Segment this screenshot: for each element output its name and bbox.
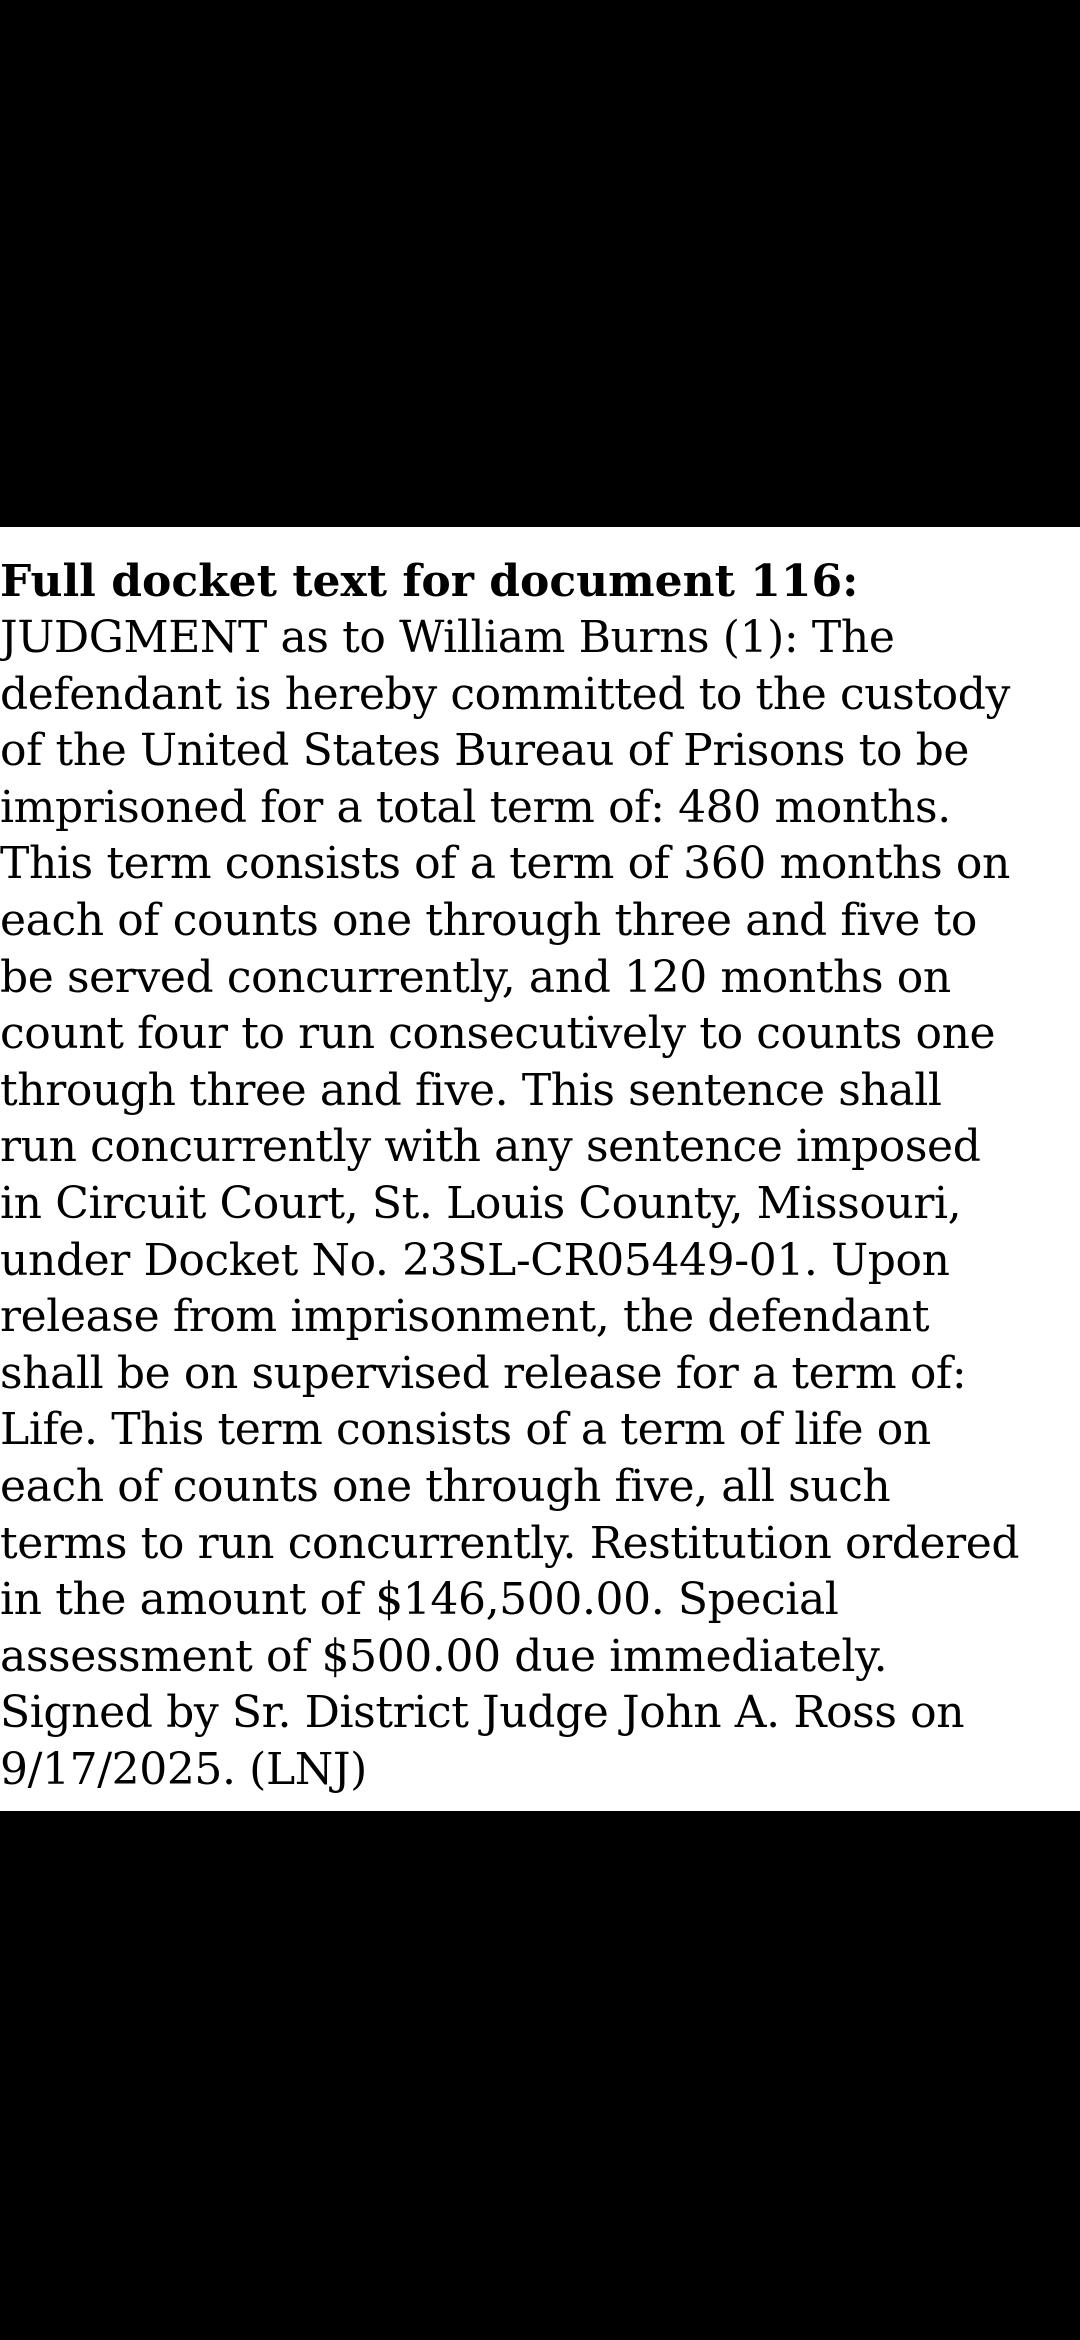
docket-line: This term consists of a term of 360 months on [0, 838, 1010, 890]
docket-line: Life. This term consists of a term of life on [0, 1404, 931, 1456]
docket-line: run concurrently with any sentence imposed [0, 1121, 981, 1173]
docket-line: through three and five. This sentence shall [0, 1064, 942, 1116]
docket-text-panel [0, 527, 1080, 1811]
docket-line: terms to run concurrently. Restitution ordered [0, 1517, 1020, 1569]
docket-body [0, 610, 1080, 1798]
docket-line: each of counts one through three and five to [0, 894, 977, 946]
docket-line: defendant is hereby committed to the custody [0, 668, 1010, 720]
docket-line: count four to run consecutively to counts one [0, 1008, 996, 1060]
docket-line: in Circuit Court, St. Louis County, Missouri, [0, 1177, 962, 1229]
docket-line: in the amount of $146,500.00. Special [0, 1574, 839, 1626]
docket-line: under Docket No. 23SL-CR05449-01. Upon [0, 1234, 950, 1286]
docket-line: each of counts one through five, all such [0, 1460, 891, 1512]
docket-line: of the United States Bureau of Prisons to be [0, 725, 970, 777]
docket-line: Signed by Sr. District Judge John A. Ross on [0, 1687, 965, 1739]
docket-line: JUDGMENT as to William Burns (1): The [0, 612, 895, 663]
docket-line: imprisoned for a total term of: 480 months. [0, 781, 951, 833]
docket-line: shall be on supervised release for a term of: [0, 1347, 967, 1399]
docket-line: 9/17/2025. (LNJ) [0, 1743, 367, 1795]
docket-line: release from imprisonment, the defendant [0, 1291, 930, 1343]
docket-line: be served concurrently, and 120 months on [0, 951, 951, 1003]
docket-heading: Full docket text for document 116: [0, 556, 859, 607]
docket-line: assessment of $500.00 due immediately. [0, 1630, 888, 1682]
